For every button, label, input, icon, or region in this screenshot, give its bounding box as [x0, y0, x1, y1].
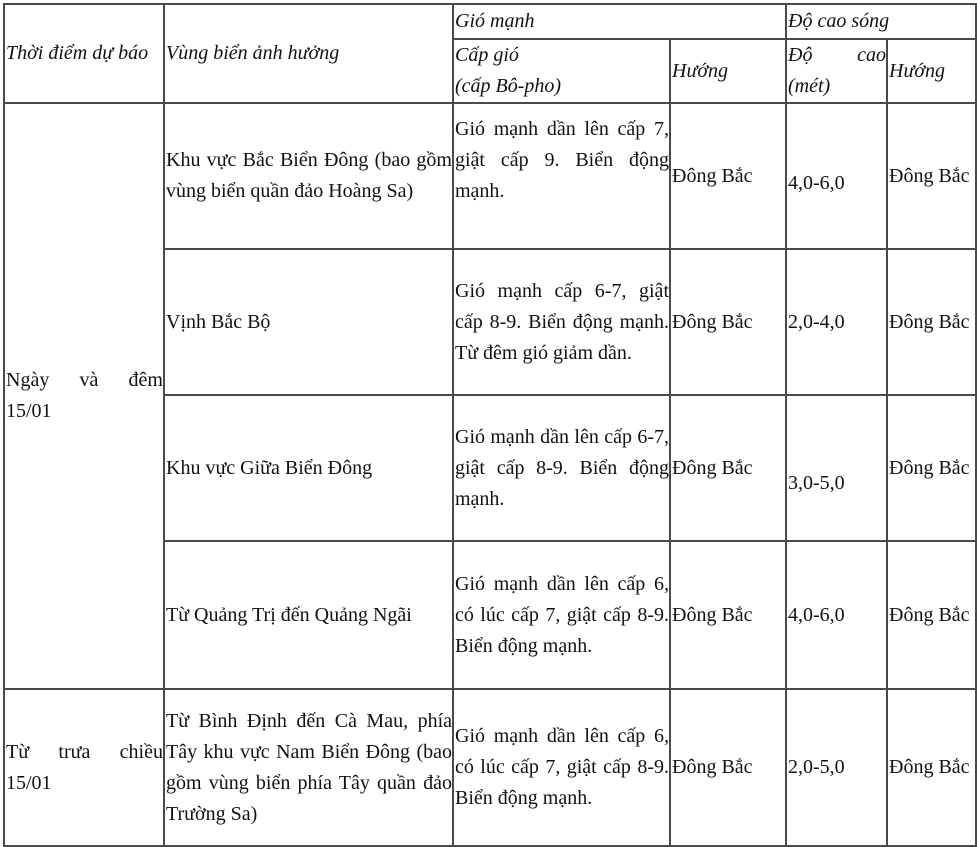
wave-direction-cell: Đông Bắc [887, 689, 976, 846]
wind-level-cell: Gió mạnh dần lên cấp 7, giật cấp 9. Biển động mạnh. [453, 103, 670, 249]
header-wave-direction: Hướng [887, 39, 976, 103]
wave-height-cell: 2,0-5,0 [786, 689, 887, 846]
wave-direction-cell: Đông Bắc [887, 249, 976, 395]
wind-direction-cell: Đông Bắc [670, 249, 786, 395]
header-wave-height-group: Độ cao sóng [786, 4, 976, 39]
header-wind-level [453, 39, 670, 103]
wind-level-cell: Gió mạnh dần lên cấp 6, có lúc cấp 7, giật cấp 8-9. Biển động mạnh. [453, 541, 670, 689]
table-row [4, 103, 976, 249]
wind-level-cell: Gió mạnh cấp 6-7, giật cấp 8-9. Biển động mạnh. Từ đêm gió giảm dần. [453, 249, 670, 395]
forecast-time-cell: Ngày và đêm 15/01 [4, 103, 164, 689]
sea-forecast-table [3, 3, 977, 847]
area-cell: Khu vực Bắc Biển Đông (bao gồm vùng biển quần đảo Hoàng Sa) [164, 103, 453, 249]
wave-direction-cell: Đông Bắc [887, 103, 976, 249]
header-wind-level-line2: (cấp Bô-pho) [455, 75, 562, 97]
header-wind-level-line1: Cấp gió [455, 44, 519, 66]
wind-direction-cell: Đông Bắc [670, 541, 786, 689]
wave-height-cell: 2,0-4,0 [786, 249, 887, 395]
header-affected-area: Vùng biển ảnh hưởng [164, 4, 453, 103]
wind-direction-cell: Đông Bắc [670, 395, 786, 541]
area-cell: Từ Bình Định đến Cà Mau, phía Tây khu vực Nam Biển Đông (bao gồm vùng biển phía Tây quần đảo Trường Sa) [164, 689, 453, 846]
wave-direction-cell: Đông Bắc [887, 541, 976, 689]
wind-level-cell: Gió mạnh dần lên cấp 6, có lúc cấp 7, giật cấp 8-9. Biển động mạnh. [453, 689, 670, 846]
area-cell: Từ Quảng Trị đến Quảng Ngãi [164, 541, 453, 689]
wind-level-cell: Gió mạnh dần lên cấp 6-7, giật cấp 8-9. Biển động mạnh. [453, 395, 670, 541]
wind-direction-cell: Đông Bắc [670, 103, 786, 249]
wave-height-cell: 3,0-5,0 [786, 395, 887, 541]
header-wind-direction: Hướng [670, 39, 786, 103]
header-strong-wind: Gió mạnh [453, 4, 786, 39]
wave-height-cell: 4,0-6,0 [786, 103, 887, 249]
header-wave-height-line2: (mét) [788, 75, 831, 97]
header-forecast-time: Thời điểm dự báo [4, 4, 164, 103]
header-wave-height [786, 39, 887, 103]
forecast-time-cell: Từ trưa chiều 15/01 [4, 689, 164, 846]
area-cell: Vịnh Bắc Bộ [164, 249, 453, 395]
table-row [4, 689, 976, 846]
wave-direction-cell: Đông Bắc [887, 395, 976, 541]
wave-height-cell: 4,0-6,0 [786, 541, 887, 689]
header-wave-height-line1: Độ cao [788, 44, 887, 66]
wind-direction-cell: Đông Bắc [670, 689, 786, 846]
area-cell: Khu vực Giữa Biển Đông [164, 395, 453, 541]
